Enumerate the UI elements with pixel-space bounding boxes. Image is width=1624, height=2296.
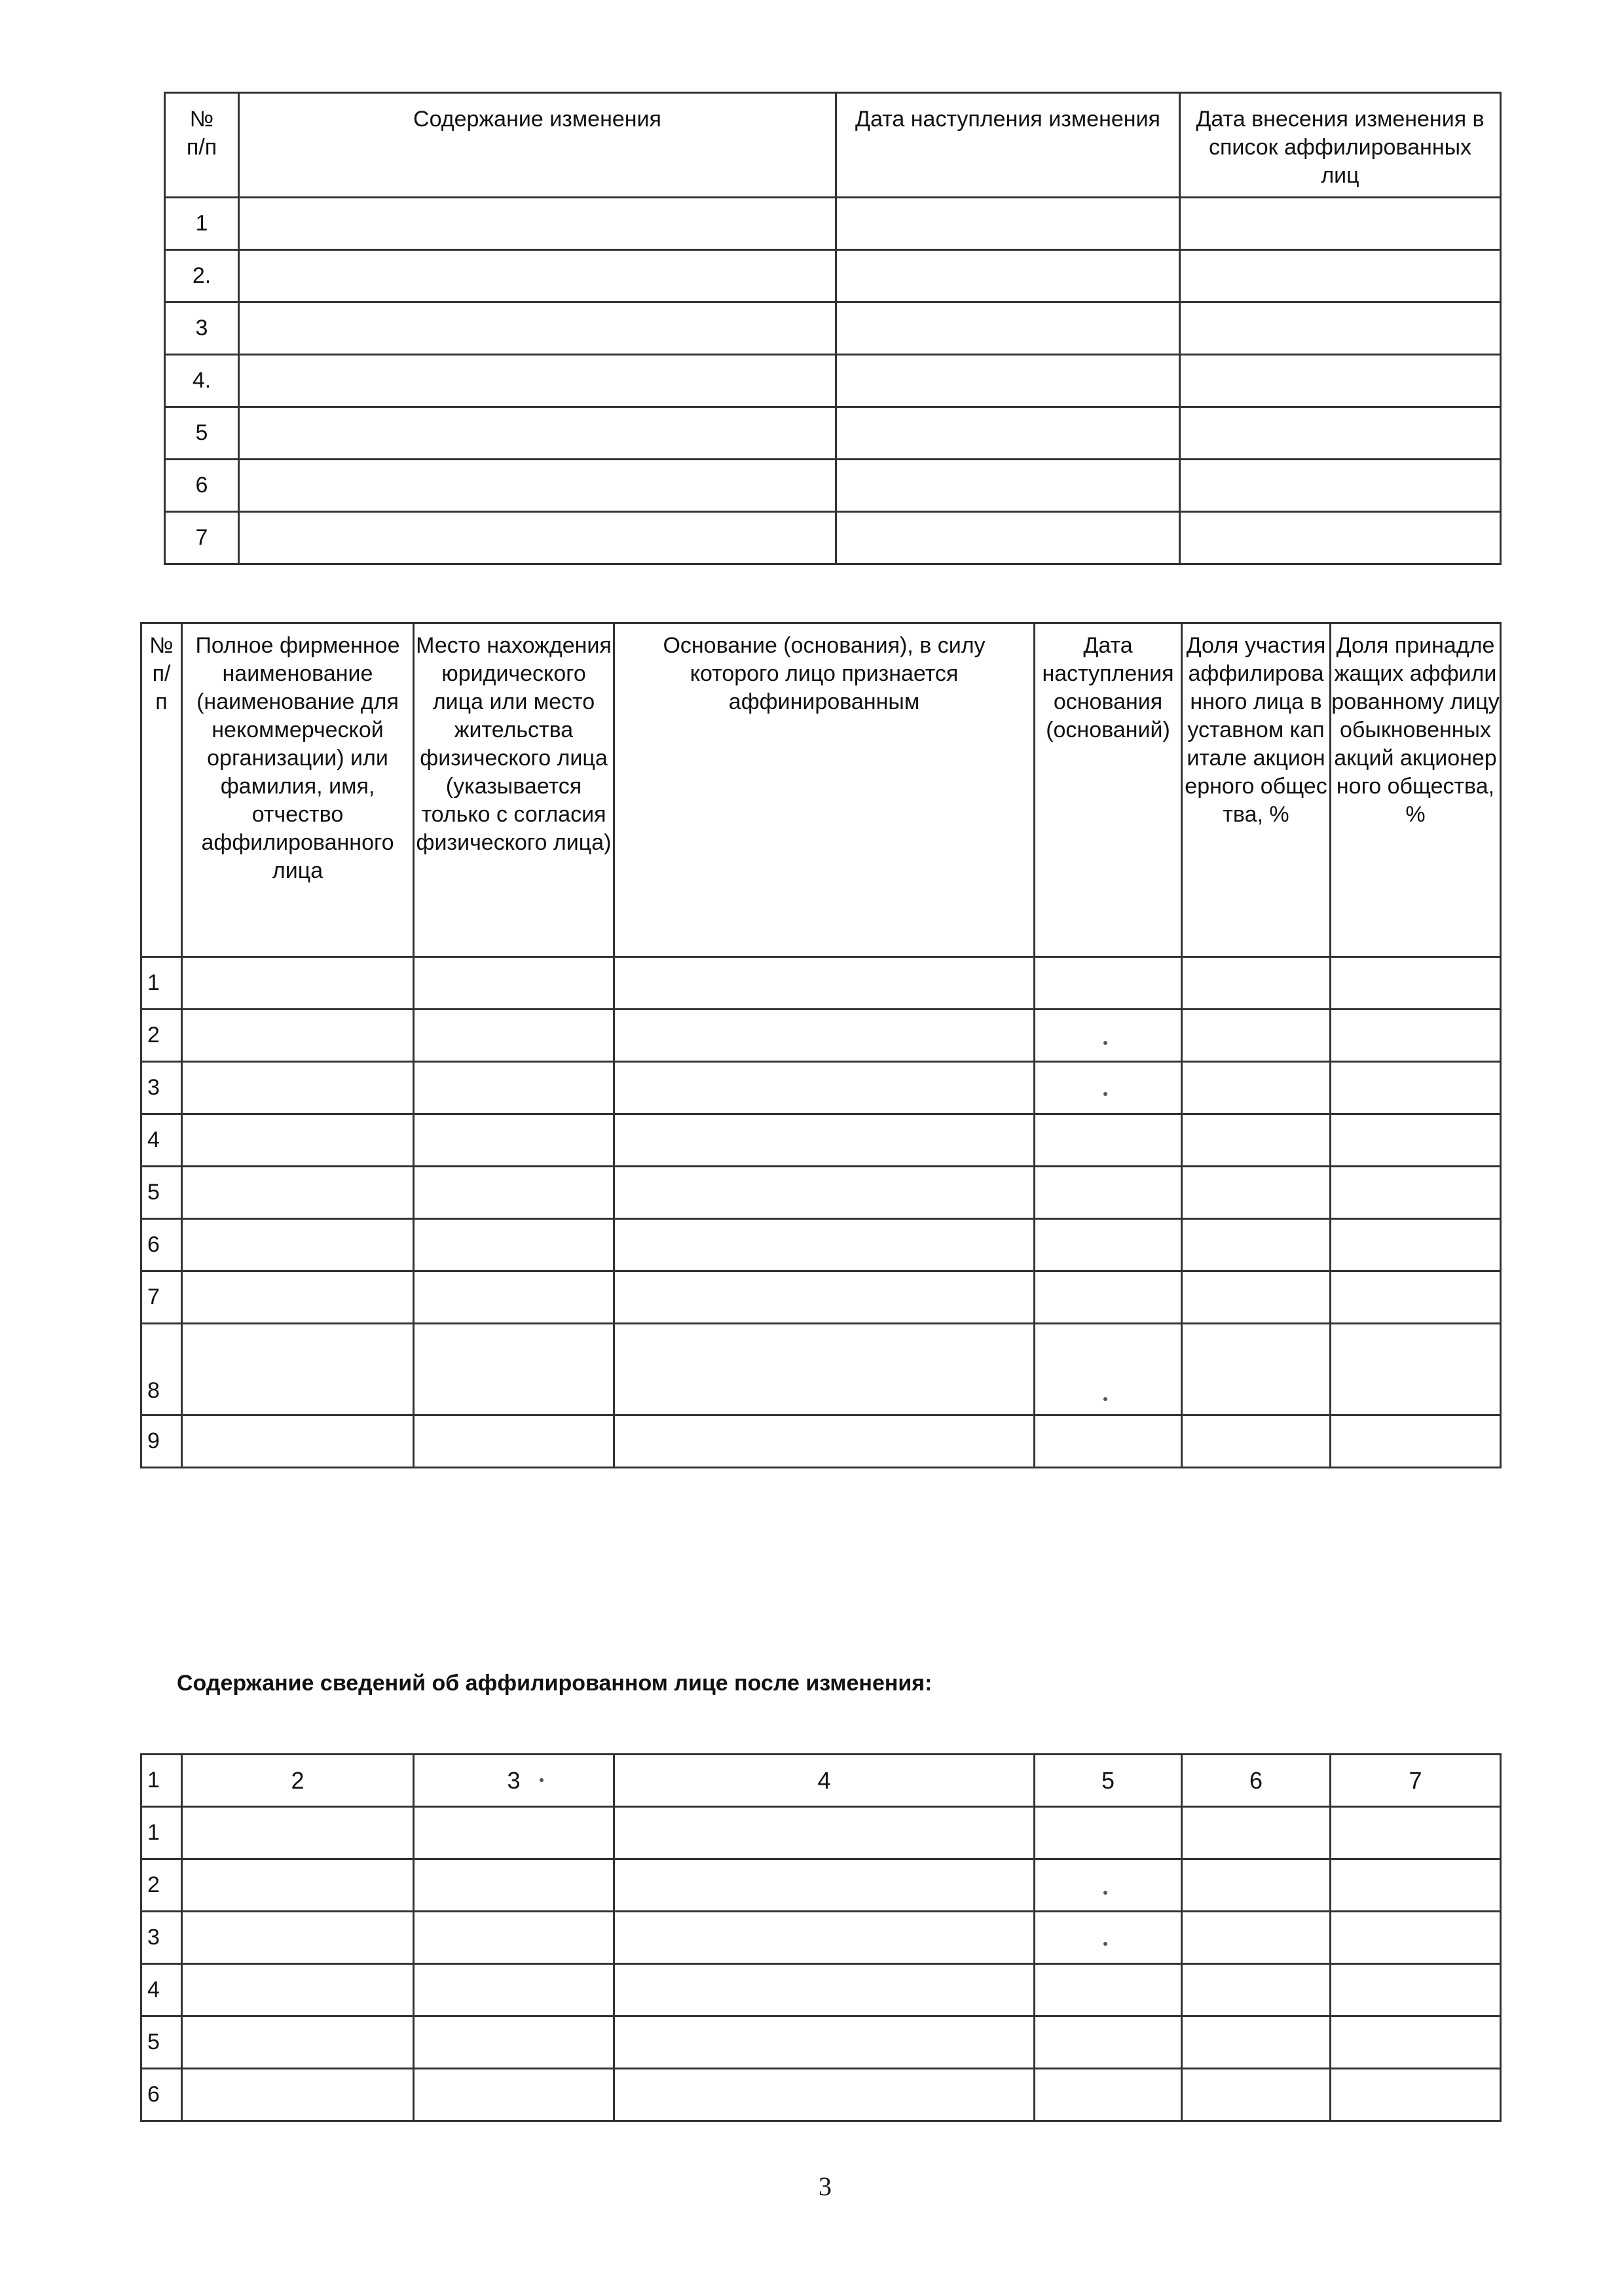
row-number: 5 [165,407,239,460]
table-cell[interactable] [239,512,836,564]
table-cell[interactable] [182,1964,414,2016]
table-cell[interactable] [836,407,1180,460]
affiliate-info-table [140,622,1502,1468]
table-cell[interactable] [182,1010,414,1062]
row-number: 1 [165,198,239,250]
table-cell[interactable] [239,198,836,250]
table-row [165,512,1501,564]
table-cell[interactable] [1331,1271,1501,1324]
table-cell[interactable] [614,1062,1035,1114]
table-cell[interactable] [182,1912,414,1964]
row-number: 2 [141,1859,182,1912]
table-cell[interactable] [1182,1324,1331,1415]
column-number: 1 [141,1755,182,1807]
table-row [165,460,1501,512]
table-cell[interactable] [414,1859,614,1912]
table-cell[interactable] [1331,1062,1501,1114]
table-cell[interactable] [1035,1010,1182,1062]
table-cell[interactable] [182,1271,414,1324]
table-cell[interactable] [1331,2069,1501,2121]
table-cell[interactable] [1180,407,1501,460]
table-cell[interactable] [614,1415,1035,1468]
row-number: 6 [165,460,239,512]
column-number: 4 [614,1755,1035,1807]
table-row [165,355,1501,407]
table-cell[interactable] [1182,957,1331,1010]
table-row [141,1912,1501,1964]
table-cell[interactable] [1331,1324,1501,1415]
table-cell[interactable] [239,355,836,407]
table-cell[interactable] [414,957,614,1010]
table-cell[interactable] [614,1010,1035,1062]
table-row [141,1964,1501,2016]
table-cell[interactable] [1035,1964,1182,2016]
table-cell[interactable] [1182,1167,1331,1219]
table-cell[interactable] [1182,2016,1331,2069]
affiliate-col-shares-header: Доля принадлежащих аффилированному лицу обыкновенных акций акционерного общества, % [1331,623,1501,957]
table-cell[interactable] [836,302,1180,355]
table-cell[interactable] [1035,1167,1182,1219]
table-cell[interactable] [836,250,1180,302]
page-number: 3 [819,2172,832,2201]
table-cell[interactable] [182,957,414,1010]
table-cell[interactable] [1035,1062,1182,1114]
table-row [141,1062,1501,1114]
table-cell[interactable] [182,1219,414,1271]
table-cell[interactable] [1331,957,1501,1010]
table-cell[interactable] [182,1167,414,1219]
table-cell[interactable] [614,1324,1035,1415]
changes-table-header-row [165,93,1501,198]
column-number-row [141,1755,1501,1807]
affiliate-col-basis-date-header: Дата наступления основания (оснований) [1035,623,1182,957]
table-cell[interactable] [414,1324,614,1415]
table-cell[interactable] [1331,1167,1501,1219]
table-cell[interactable] [1331,1114,1501,1167]
scan-speck [1103,1092,1107,1096]
table-row [165,407,1501,460]
row-number: 2 [141,1010,182,1062]
scan-speck [1103,1942,1107,1946]
table-cell[interactable] [414,1219,614,1271]
row-number: 5 [141,1167,182,1219]
table-cell[interactable] [1331,1912,1501,1964]
table-cell[interactable] [614,1167,1035,1219]
table-cell[interactable] [1180,198,1501,250]
table-cell[interactable] [1182,1964,1331,2016]
table-cell[interactable] [414,2016,614,2069]
row-number: 4 [141,1964,182,2016]
scan-speck [540,1778,544,1782]
row-number: 1 [141,1807,182,1859]
column-number: 3 [414,1755,614,1807]
row-number: 7 [141,1271,182,1324]
row-number: 9 [141,1415,182,1468]
table-cell[interactable] [1035,1912,1182,1964]
row-number: 6 [141,2069,182,2121]
table-cell[interactable] [614,2016,1035,2069]
affiliate-after-change-table [140,1753,1502,2122]
table-cell[interactable] [1182,1859,1331,1912]
row-number: 6 [141,1219,182,1271]
row-number: 1 [141,957,182,1010]
table-cell[interactable] [182,1415,414,1468]
table-cell[interactable] [182,2069,414,2121]
table-row [141,1114,1501,1167]
changes-col-effective-date-header: Дата наступления изменения [836,93,1180,198]
table-cell[interactable] [1035,1324,1182,1415]
table-cell[interactable] [1035,1807,1182,1859]
table-cell[interactable] [836,512,1180,564]
table-cell[interactable] [414,1114,614,1167]
table-row [141,957,1501,1010]
table-cell[interactable] [414,1807,614,1859]
column-number: 7 [1331,1755,1501,1807]
affiliate-col-location-header: Место нахождения юридического лица или место жительства физического лица (указывается только с согласия физического лица) [414,623,614,957]
table-cell[interactable] [414,1271,614,1324]
row-number: 8 [141,1324,182,1415]
table-cell[interactable] [239,302,836,355]
column-number: 5 [1035,1755,1182,1807]
table-cell[interactable] [1035,2016,1182,2069]
table-cell[interactable] [1182,1912,1331,1964]
affiliate-col-number-label: № п/ п [149,633,174,714]
table-cell[interactable] [1182,2069,1331,2121]
affiliate-col-basis-header: Основание (основания), в силу которого лицо признается аффинированным [614,623,1035,957]
table-cell[interactable] [239,407,836,460]
table-cell[interactable] [614,1271,1035,1324]
table-cell[interactable] [1180,302,1501,355]
table-row [141,1807,1501,1859]
table-cell[interactable] [182,1859,414,1912]
table-cell[interactable] [1182,1114,1331,1167]
table-cell[interactable] [1035,1219,1182,1271]
scan-speck [1103,1891,1107,1895]
table-cell[interactable] [614,1859,1035,1912]
table-cell[interactable] [1182,1807,1331,1859]
table-cell[interactable] [1180,512,1501,564]
changes-col-content-header: Содержание изменения [239,93,836,198]
changes-col-number-label: № п/п [186,107,217,160]
table-cell[interactable] [1035,1114,1182,1167]
column-number: 6 [1182,1755,1331,1807]
table-row [165,302,1501,355]
table-cell[interactable] [1331,1415,1501,1468]
table-cell[interactable] [614,1807,1035,1859]
changes-table [164,92,1502,565]
table-cell[interactable] [414,1062,614,1114]
affiliate-col-capital-share-header: Доля участия аффилированного лица в уставном капитале акционерного общества, % [1182,623,1331,957]
changes-col-entry-date-header: Дата внесения изменения в список аффилированных лиц [1180,93,1501,198]
table-row [141,1010,1501,1062]
table-cell[interactable] [182,1807,414,1859]
affiliate-col-number-header [141,623,182,957]
row-number: 3 [165,302,239,355]
row-number: 2. [165,250,239,302]
table-cell[interactable] [1180,250,1501,302]
section-heading: Содержание сведений об аффилированном лице после изменения: [177,1671,932,1696]
table-cell[interactable] [182,2016,414,2069]
table-cell[interactable] [1180,355,1501,407]
table-row [141,2069,1501,2121]
table-cell[interactable] [836,198,1180,250]
row-number: 3 [141,1062,182,1114]
table-cell[interactable] [1331,1219,1501,1271]
changes-col-number-header [165,93,239,198]
table-row [141,1859,1501,1912]
table-cell[interactable] [1035,2069,1182,2121]
table-cell[interactable] [1180,460,1501,512]
table-cell[interactable] [836,460,1180,512]
table-cell[interactable] [614,1114,1035,1167]
table-cell[interactable] [614,957,1035,1010]
table-cell[interactable] [1331,1010,1501,1062]
table-row [141,1167,1501,1219]
table-cell[interactable] [1331,1964,1501,2016]
table-cell[interactable] [182,1324,414,1415]
affiliate-table-header-row [141,623,1501,957]
table-cell[interactable] [1182,1062,1331,1114]
table-row [141,1415,1501,1468]
table-row [141,1271,1501,1324]
table-row [141,1219,1501,1271]
scan-speck [1103,1397,1107,1401]
table-cell[interactable] [414,1010,614,1062]
table-cell[interactable] [1182,1271,1331,1324]
table-row [141,2016,1501,2069]
table-row [165,250,1501,302]
table-cell[interactable] [614,2069,1035,2121]
scan-speck [1103,1041,1107,1045]
table-cell[interactable] [414,1912,614,1964]
table-cell[interactable] [1035,957,1182,1010]
table-row [165,198,1501,250]
table-cell[interactable] [182,1062,414,1114]
table-cell[interactable] [1182,1219,1331,1271]
table-cell[interactable] [1331,1859,1501,1912]
table-cell[interactable] [414,1415,614,1468]
table-cell[interactable] [414,1167,614,1219]
table-cell[interactable] [414,2069,614,2121]
table-cell[interactable] [836,355,1180,407]
table-cell[interactable] [239,250,836,302]
table-cell[interactable] [614,1964,1035,2016]
table-cell[interactable] [1331,2016,1501,2069]
table-cell[interactable] [1182,1415,1331,1468]
row-number: 4 [141,1114,182,1167]
table-cell[interactable] [1035,1859,1182,1912]
table-cell[interactable] [1182,1010,1331,1062]
row-number: 4. [165,355,239,407]
table-cell[interactable] [614,1912,1035,1964]
table-cell[interactable] [1035,1415,1182,1468]
table-cell[interactable] [414,1964,614,2016]
table-cell[interactable] [1331,1807,1501,1859]
affiliate-col-name-header: Полное фирменное наименование (наименование для некоммерческой организации) или фамилия, имя, отчество аффилированного лица [182,623,414,957]
row-number: 3 [141,1912,182,1964]
row-number: 5 [141,2016,182,2069]
row-number: 7 [165,512,239,564]
table-row [141,1324,1501,1415]
table-cell[interactable] [239,460,836,512]
column-number: 2 [182,1755,414,1807]
table-cell[interactable] [1035,1271,1182,1324]
table-cell[interactable] [182,1114,414,1167]
table-cell[interactable] [614,1219,1035,1271]
